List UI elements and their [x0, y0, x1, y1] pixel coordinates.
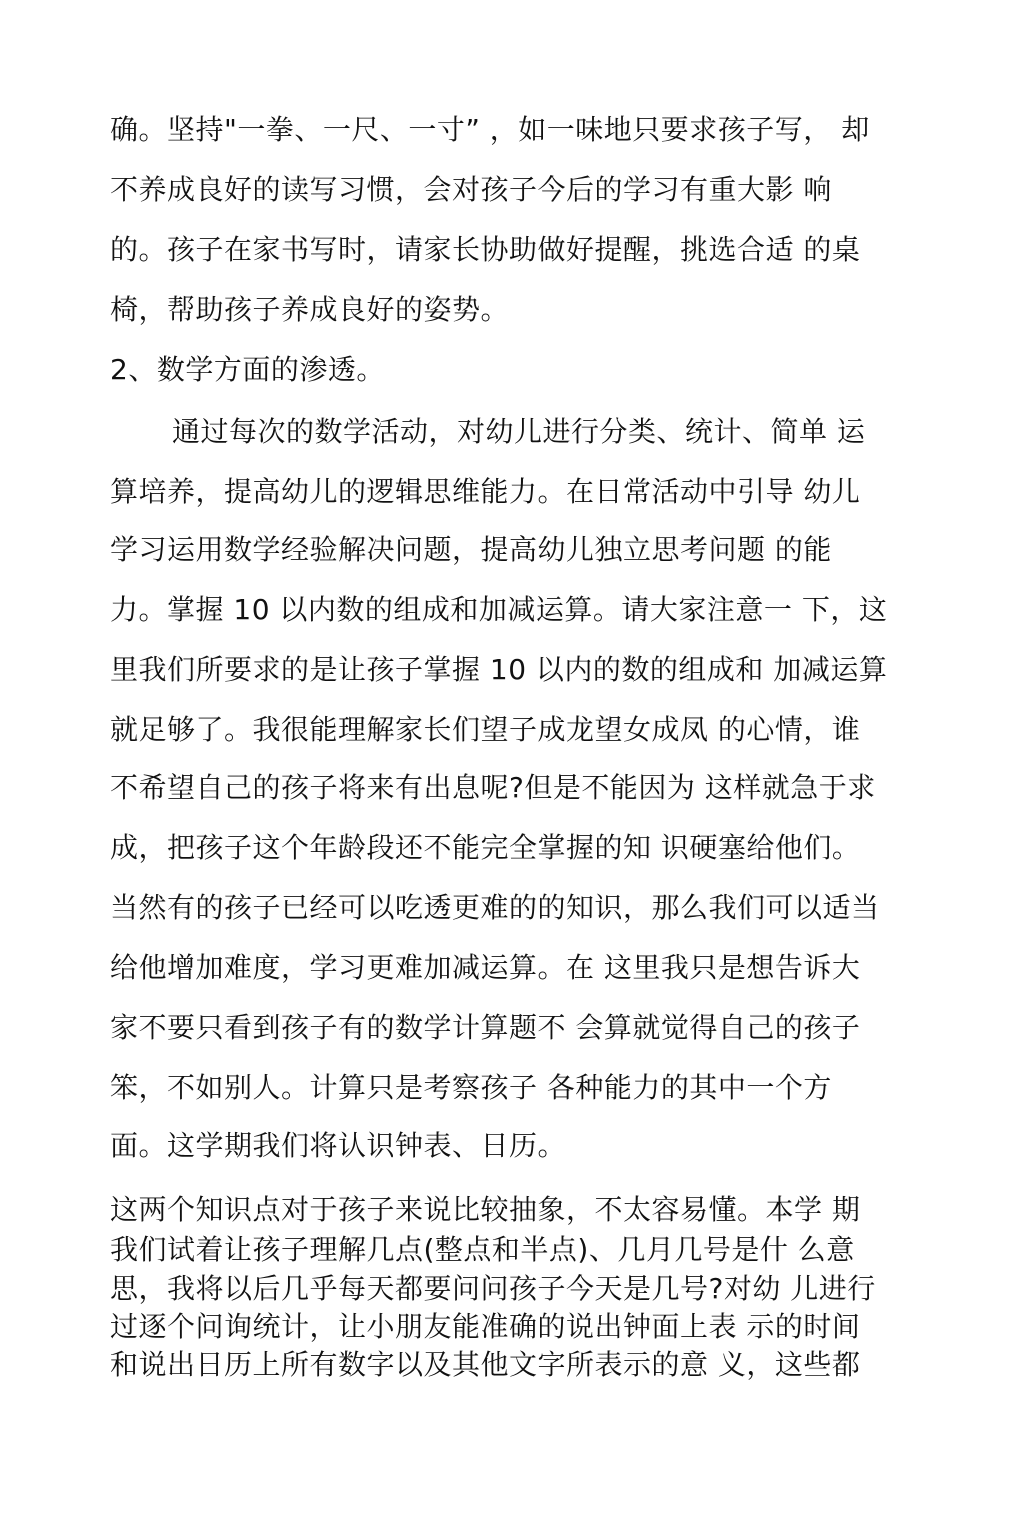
text-line: 成，把孩子这个年龄段还不能完全掌握的知 识硬塞给他们。: [110, 831, 861, 864]
section-heading: 2、数学方面的渗透。: [110, 353, 385, 386]
text-line: 给他增加难度，学习更难加减运算。在 这里我只是想告诉大: [110, 951, 861, 984]
text-line: 这两个知识点对于孩子来说比较抽象，不太容易懂。本学 期: [110, 1193, 861, 1226]
text-line: 学习运用数学经验解决问题，提高幼儿独立思考问题 的能: [110, 533, 832, 566]
text-line: 确。坚持"一拳、一尺、一寸” ，如一味地只要求孩子写， 却: [110, 113, 870, 146]
text-line: 和说出日历上所有数字以及其他文字所表示的意 义，这些都: [110, 1348, 861, 1381]
text-line: 思，我将以后几乎每天都要问问孩子今天是几号?对幼 儿进行: [110, 1272, 876, 1305]
text-line: 笨，不如别人。计算只是考察孩子 各种能力的其中一个方: [110, 1071, 832, 1104]
text-line: 过逐个问询统计，让小朋友能准确的说出钟面上表 示的时间: [110, 1310, 861, 1343]
text-line: 家不要只看到孩子有的数学计算题不 会算就觉得自己的孩子: [110, 1011, 861, 1044]
text-line: 力。掌握 10 以内数的组成和加减运算。请大家注意一 下，这: [110, 593, 888, 626]
paragraph-first-line: 通过每次的数学活动，对幼儿进行分类、统计、简单 运: [172, 415, 866, 448]
text-line: 的。孩子在家书写时，请家长协助做好提醒，挑选合适 的桌: [110, 233, 861, 266]
text-line: 里我们所要求的是让孩子掌握 10 以内的数的组成和 加减运算: [110, 653, 888, 686]
text-line: 不养成良好的读写习惯，会对孩子今后的学习有重大影 响: [110, 173, 832, 206]
text-line: 算培养，提高幼儿的逻辑思维能力。在日常活动中引导 幼儿: [110, 475, 861, 508]
text-line: 椅，帮助孩子养成良好的姿势。: [110, 293, 510, 326]
text-line: 不希望自己的孩子将来有出息呢?但是不能因为 这样就急于求: [110, 771, 876, 804]
text-line: 面。这学期我们将认识钟表、日历。: [110, 1129, 567, 1162]
text-line: 就足够了。我很能理解家长们望子成龙望女成凤 的心情，谁: [110, 713, 861, 746]
text-line: 当然有的孩子已经可以吃透更难的的知识，那么我们可以适当: [110, 891, 880, 924]
text-line: 我们试着让孩子理解几点(整点和半点)、几月几号是什 么意: [110, 1233, 855, 1266]
